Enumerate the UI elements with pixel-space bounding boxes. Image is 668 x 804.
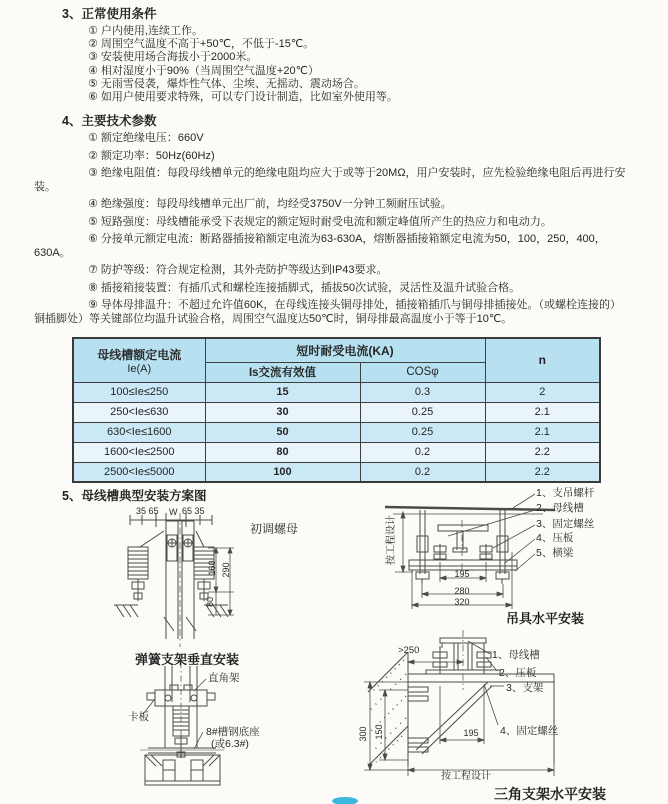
list-item: ⑤ 短路强度：母线槽能承受下表规定的额定短时耐受电流和额定峰值所产生的热应力和电动力。 <box>88 215 552 228</box>
section3-list <box>34 25 628 104</box>
part-label-bracket: 直角架 <box>208 672 240 684</box>
callout-label: 5、横梁 <box>536 547 574 559</box>
callout-label: 3、固定螺丝 <box>536 518 595 530</box>
design-dim-line <box>395 512 413 572</box>
ceiling <box>385 507 555 514</box>
table-row: 2500<Ie≤5000 100 0.2 2.2 <box>73 462 600 482</box>
dimension-label: 300 <box>358 726 368 742</box>
list-item: ⑥ 分接单元额定电流：断路器插接箱额定电流为63-630A，熔断器插接箱额定电流为50，100，250，400，630A。 <box>34 232 606 259</box>
caption-triangle-horizontal: 三角支架水平安装 <box>494 786 606 802</box>
callout-label: 1、支吊螺杆 <box>536 487 595 499</box>
part-label-base-1: 8#槽钢底座 <box>206 726 260 738</box>
dimension-label: 80 <box>205 597 215 608</box>
page-decoration <box>332 797 358 804</box>
part-label-clamp: 卡板 <box>128 711 149 723</box>
col-header-cos: COSφ <box>360 362 485 382</box>
callout-label: 1、母线槽 <box>492 649 540 661</box>
table-row: 250<Ie≤630 30 0.25 2.1 <box>73 402 600 422</box>
caption-spring-vertical: 弹簧支架垂直安装 <box>135 652 240 667</box>
list-item: ⑦ 防护等级：符合规定检测，其外壳防护等级达到IP43要求。 <box>88 264 388 277</box>
dimension-label: 150 <box>374 724 384 740</box>
section4-list <box>34 132 628 326</box>
list-item: ② 周围空气温度不高于+50℃，不低于-15℃。 <box>88 38 315 51</box>
busbar-duct <box>426 630 500 690</box>
list-item: ② 额定功率：50Hz(60Hz) <box>88 149 215 162</box>
list-item: ⑨ 导体母排温升：不超过允许值60K，在母线连接头铜母排处，插接箱插爪与铜母排插接处。（或螺栓连接的）铜插脚处）等关键部位均温升试验合格，周围空气温度达50℃时，铜母排最高温度小于等于10℃。 <box>34 298 621 325</box>
left-spring-assembly <box>114 531 164 617</box>
dimension-label: 35 65 <box>136 506 159 516</box>
part-label-base-2: (或6.3#) <box>211 738 249 750</box>
list-item: ⑥ 如用户使用要求特殊，可以专门设计制造，比如室外使用等。 <box>88 91 398 104</box>
list-item: ⑧ 插接箱接装置：有插爪式和螺栓连接插脚式，插拔50次试验，灵活性及温升试验合格。 <box>88 281 521 294</box>
dimension-label: >250 <box>398 645 420 656</box>
dimension-label: 65 35 <box>182 506 205 516</box>
dimension-label: 按工程设计 <box>386 515 397 565</box>
table-row: 100≤Ie≤250 15 0.3 2 <box>73 382 600 402</box>
dimension-label: 290 <box>221 562 231 578</box>
table-row: 1600<Ie≤2500 80 0.2 2.2 <box>73 442 600 462</box>
dimension-label: 195 <box>463 728 479 738</box>
list-item: ③ 绝缘电阻值：每段母线槽单元的绝缘电阻均应大于或等于20MΩ，用户安装时，应先检验绝缘电阻后再进行安装。 <box>34 167 626 193</box>
foundation <box>145 755 220 785</box>
dimension-label: W <box>169 507 178 517</box>
list-item: ④ 相对湿度小于90%（当周围空气温度+20℃） <box>88 64 319 77</box>
list-item: ③ 安装使用场合海拔小于2000米。 <box>88 51 258 64</box>
callout-label: 4、固定螺丝 <box>500 725 559 737</box>
caption-hanger-horizontal: 吊具水平安装 <box>506 611 585 626</box>
section4-title: 4、主要技术参数 <box>62 114 157 129</box>
list-item: ④ 绝缘强度：每段母线槽单元出厂前，均经受3750V一分钟工频耐压试验。 <box>88 198 452 211</box>
table-row: 630<Ie≤1600 50 0.25 2.1 <box>73 422 600 442</box>
list-item: ① 额定绝缘电压：660V <box>88 132 204 145</box>
spring-hanger-vertical-drawing <box>108 505 260 655</box>
list-item: ⑤ 无雨雪侵袭，爆炸性气体、尘埃、无摇动、震动场合。 <box>88 77 365 90</box>
callout-label: 4、压板 <box>536 532 574 544</box>
wall <box>368 652 408 766</box>
col-header-withstand: 短时耐受电流(KA) <box>205 338 485 362</box>
dimension-label: 280 <box>454 586 470 596</box>
section5-title: 5、母线槽典型安装方案图 <box>62 489 207 503</box>
ratings-table <box>72 337 601 483</box>
hanger-horizontal-drawing <box>373 486 623 628</box>
dimension-label: 按工程设计 <box>441 771 491 782</box>
callout-label: 2、压板 <box>499 667 537 679</box>
dimension-label: 320 <box>454 597 470 607</box>
col-header-is: Is交流有效值 <box>205 362 360 382</box>
callout-label: 2、母线槽 <box>536 502 584 514</box>
part-label-init-nut: 初调螺母 <box>250 522 299 536</box>
text-content <box>34 7 628 330</box>
duct-body <box>164 513 196 647</box>
col-header-ie: 母线槽额定电流 Ie(A) <box>73 338 205 382</box>
col-header-n: n <box>485 338 600 382</box>
dimension-label: 195 <box>454 569 470 579</box>
list-item: ① 户内使用,连续工作。 <box>88 25 203 37</box>
callout-label: 3、支架 <box>506 682 544 694</box>
dimension-label: 160 <box>207 560 217 576</box>
section3-title: 3、正常使用条件 <box>62 7 157 21</box>
